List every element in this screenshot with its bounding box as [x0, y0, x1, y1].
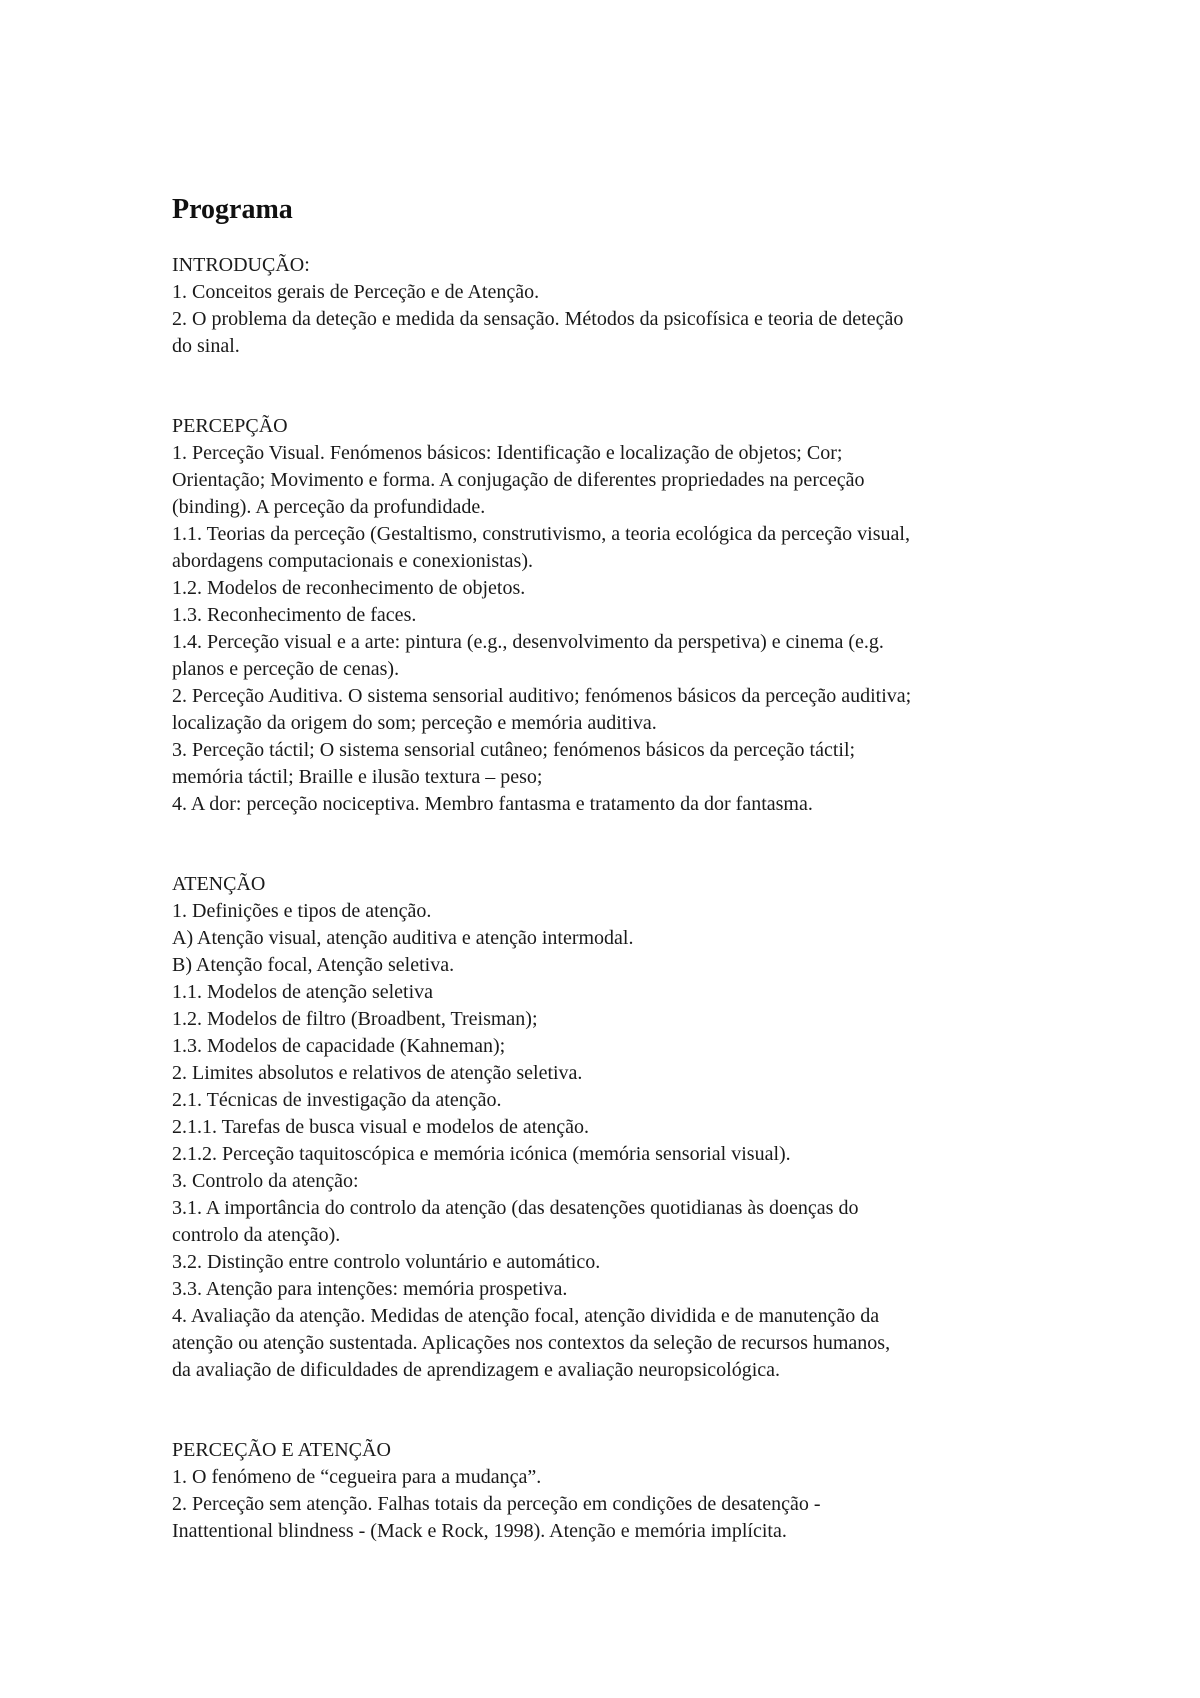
text-line: 1. Definições e tipos de atenção.: [172, 900, 432, 922]
document-body: [172, 252, 1052, 1545]
section-heading: ATENÇÃO: [172, 873, 266, 895]
text-line: 1.1. Teorias da perceção (Gestaltismo, construtivismo, a teoria ecológica da perceção visual,: [172, 523, 910, 545]
text-line: 1.1. Modelos de atenção seletiva: [172, 981, 434, 1003]
text-line: 1. Conceitos gerais de Perceção e de Atenção.: [172, 281, 540, 303]
section-introducao: [172, 252, 1052, 360]
text-line: B) Atenção focal, Atenção seletiva.: [172, 954, 455, 976]
text-line: A) Atenção visual, atenção auditiva e atenção intermodal.: [172, 927, 634, 949]
text-line: 4. Avaliação da atenção. Medidas de atenção focal, atenção dividida e de manutenção da: [172, 1305, 880, 1327]
text-line: atenção ou atenção sustentada. Aplicações nos contextos da seleção de recursos humanos,: [172, 1332, 891, 1354]
text-line: 2.1.1. Tarefas de busca visual e modelos de atenção.: [172, 1116, 589, 1138]
section-percecao-e-atencao: [172, 1437, 1052, 1545]
text-line: 1.4. Perceção visual e a arte: pintura (e.g., desenvolvimento da perspetiva) e cinema (e.g.: [172, 631, 884, 653]
text-line: 2.1. Técnicas de investigação da atenção.: [172, 1089, 502, 1111]
text-line: 3.3. Atenção para intenções: memória prospetiva.: [172, 1278, 568, 1300]
section-percepcao: [172, 413, 1052, 818]
text-line: 1. Perceção Visual. Fenómenos básicos: Identificação e localização de objetos; Cor;: [172, 442, 843, 464]
text-line: Inattentional blindness - (Mack e Rock, 1998). Atenção e memória implícita.: [172, 1520, 787, 1542]
text-line: do sinal.: [172, 335, 240, 357]
text-line: 3.2. Distinção entre controlo voluntário e automático.: [172, 1251, 601, 1273]
text-line: 1. O fenómeno de “cegueira para a mudança”.: [172, 1466, 542, 1488]
text-line: localização da origem do som; perceção e memória auditiva.: [172, 712, 657, 734]
section-heading: PERCEPÇÃO: [172, 415, 288, 437]
text-line: 2. O problema da deteção e medida da sensação. Métodos da psicofísica e teoria de deteção: [172, 308, 904, 330]
text-line: 1.2. Modelos de filtro (Broadbent, Treisman);: [172, 1008, 538, 1030]
text-line: abordagens computacionais e conexionistas).: [172, 550, 533, 572]
text-line: 1.2. Modelos de reconhecimento de objetos.: [172, 577, 526, 599]
text-line: 4. A dor: perceção nociceptiva. Membro fantasma e tratamento da dor fantasma.: [172, 793, 813, 815]
page-title: Programa: [172, 194, 293, 225]
section-heading: PERCEÇÃO E ATENÇÃO: [172, 1439, 391, 1461]
text-line: planos e perceção de cenas).: [172, 658, 400, 680]
text-line: 3. Perceção táctil; O sistema sensorial cutâneo; fenómenos básicos da perceção táctil;: [172, 739, 856, 761]
text-line: 2. Perceção Auditiva. O sistema sensorial auditivo; fenómenos básicos da perceção auditiva;: [172, 685, 912, 707]
text-line: (binding). A perceção da profundidade.: [172, 496, 486, 518]
text-line: 3.1. A importância do controlo da atenção (das desatenções quotidianas às doenças do: [172, 1197, 859, 1219]
text-line: 1.3. Reconhecimento de faces.: [172, 604, 417, 626]
text-line: 3. Controlo da atenção:: [172, 1170, 359, 1192]
text-line: 1.3. Modelos de capacidade (Kahneman);: [172, 1035, 506, 1057]
text-line: Orientação; Movimento e forma. A conjugação de diferentes propriedades na perceção: [172, 469, 865, 491]
section-heading: INTRODUÇÃO:: [172, 254, 310, 276]
text-line: da avaliação de dificuldades de aprendizagem e avaliação neuropsicológica.: [172, 1359, 781, 1381]
text-line: 2.1.2. Perceção taquitoscópica e memória icónica (memória sensorial visual).: [172, 1143, 791, 1165]
text-line: 2. Limites absolutos e relativos de atenção seletiva.: [172, 1062, 583, 1084]
document-page: [172, 190, 1052, 1545]
text-line: controlo da atenção).: [172, 1224, 341, 1246]
text-line: memória táctil; Braille e ilusão textura – peso;: [172, 766, 543, 788]
text-line: 2. Perceção sem atenção. Falhas totais da perceção em condições de desatenção -: [172, 1493, 821, 1515]
section-atencao: [172, 871, 1052, 1384]
